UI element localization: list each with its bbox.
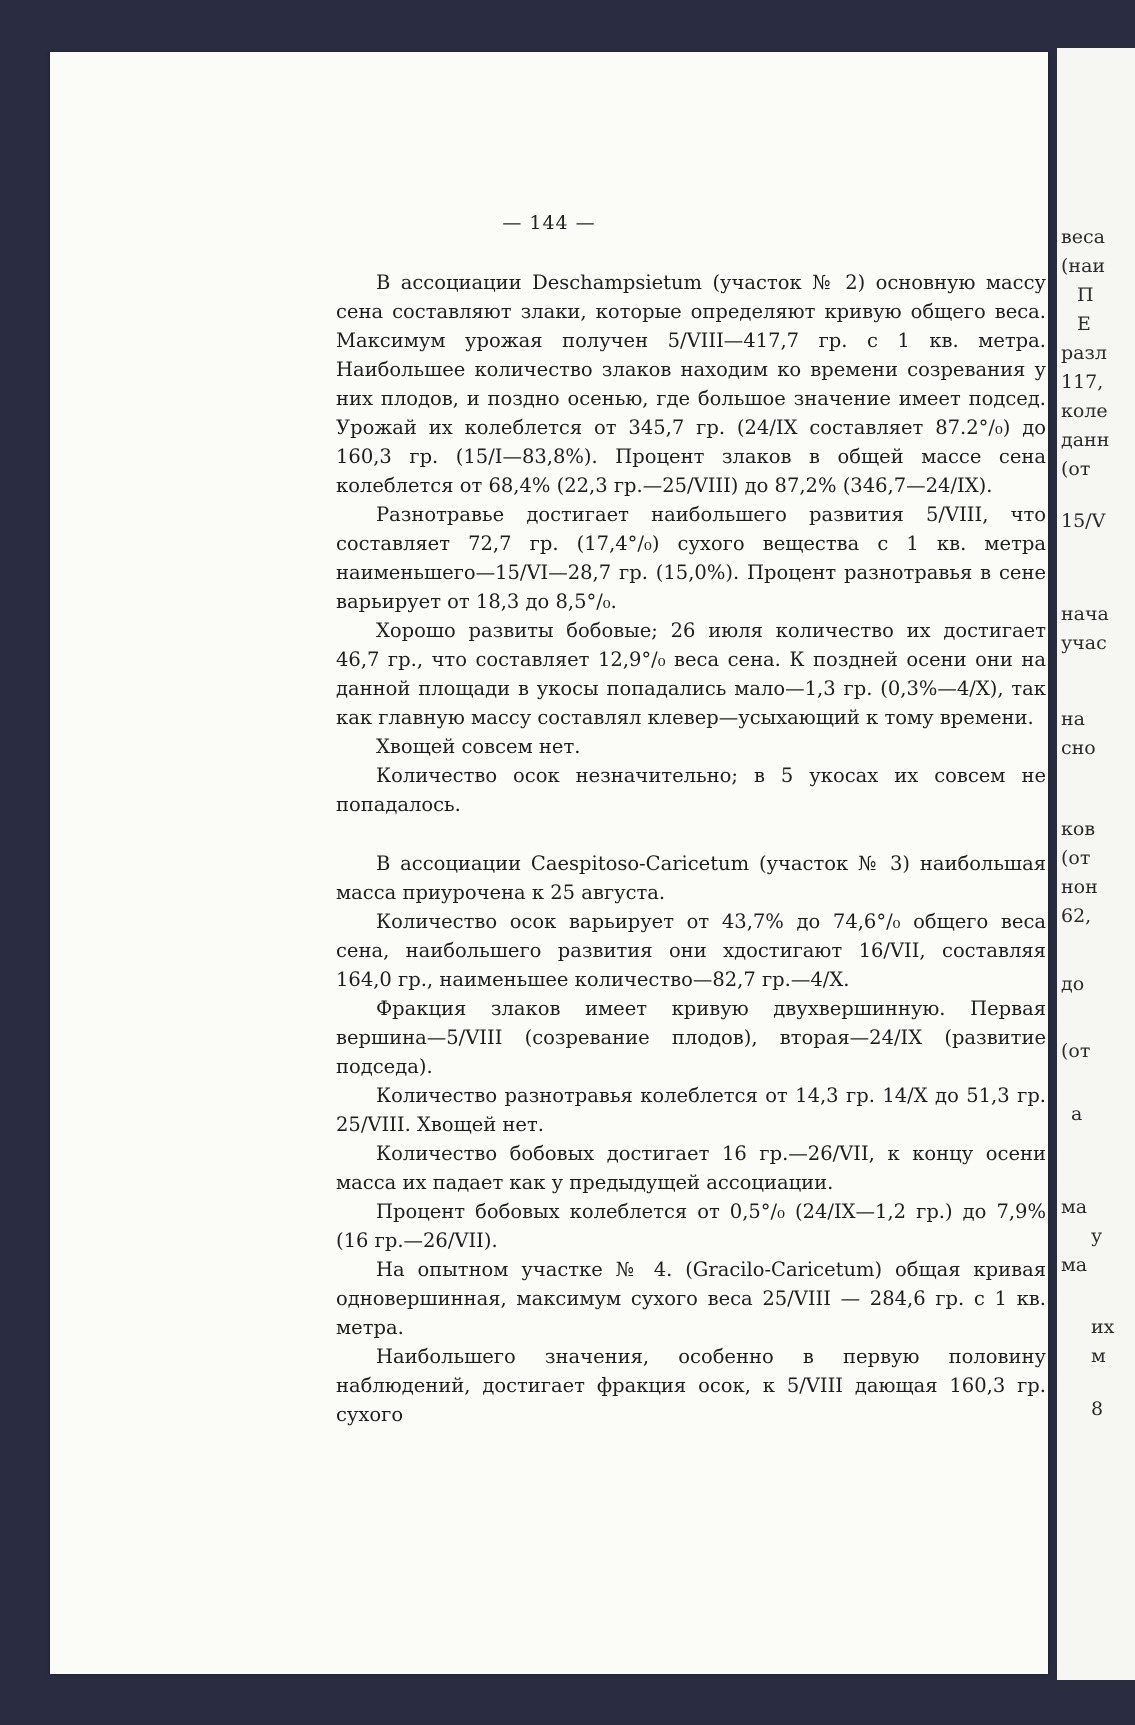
paragraph-khvoshchi: Хвощей совсем нет. (376, 735, 581, 758)
fragment: коле (1061, 400, 1108, 422)
fragment: 62, (1061, 905, 1092, 927)
paragraph-bobovye-max: Количество бобовых достигает 16 гр.—26/VII, к концу осени масса их падает как у предыдущей ассоциации. (336, 1142, 1046, 1194)
fragment: ков (1061, 818, 1096, 840)
fragment: 8 (1091, 1398, 1104, 1420)
fragment: нача (1061, 603, 1109, 625)
body-text (336, 268, 1046, 1429)
fragment: 117, (1061, 371, 1104, 393)
fragment: на (1061, 708, 1085, 730)
fragment: м (1091, 1345, 1106, 1367)
paragraph-caespitoso-intro: В ассоциации Caespitoso-Caricetum (участок № 3) наибольшая масса приурочена к 25 августа. (336, 852, 1046, 904)
fragment: у (1091, 1225, 1103, 1247)
paragraph-raznotravye-range: Количество разнотравья колеблется от 14,3 гр. 14/X до 51,3 гр. 25/VIII. Хвощей нет. (336, 1084, 1046, 1136)
fragment: (наи (1061, 255, 1106, 277)
fragment: учас (1061, 632, 1107, 654)
fragment: ма (1061, 1254, 1088, 1276)
fragment: (от (1061, 847, 1091, 869)
fragment: 15/V (1061, 510, 1106, 532)
paragraph-deschampsietum-intro: В ассоциации Deschampsietum (участок № 2) основную массу сена составляют злаки, которые определяют кривую общего веса. Максимум урожая получен 5/VIII—417,7 гр. с 1 кв. метра. Наибольшее количество злаков находим ко времени созревания у них плодов, и поздно осенью, где большое значение имеет подсед. Урожай их колеблется от 345,7 гр. (24/IX составляет 87.2°/₀) до 160,3 гр. (15/I—83,8%). Процент злаков в общей массе сена колеблется от 68,4% (22,3 гр.—25/VIII) до 87,2% (346,7—24/IX). (336, 271, 1046, 497)
fragment: ма (1061, 1196, 1088, 1218)
fragment: их (1091, 1316, 1115, 1338)
fragment: (от (1061, 458, 1091, 480)
fragment: нон (1061, 876, 1098, 898)
fragment: а (1071, 1103, 1083, 1125)
fragment: П (1077, 284, 1094, 306)
paragraph-raznotravye: Разнотравье достигает наибольшего развития 5/VIII, что составляет 72,7 гр. (17,4°/₀) сухого вещества с 1 кв. метра наименьшего—15/VI—28,7 гр. (15,0%). Процент разнотравья в сене варьирует от 18,3 до 8,5°/₀. (336, 503, 1046, 613)
fragment: сно (1061, 737, 1096, 759)
paragraph-osoki-fraction: Наибольшего значения, особенно в первую половину наблюдений, достигает фракция осок, к 5/VIII дающая 160,3 гр. сухого (336, 1345, 1046, 1426)
paragraph-gracilo-caricetum: На опытном участке № 4. (Gracilo-Caricetum) общая кривая одновершинная, максимум сухого веса 25/VIII — 284,6 гр. с 1 кв. метра. (336, 1258, 1046, 1339)
fragment: до (1061, 973, 1085, 995)
paragraph-bobovye-percent: Процент бобовых колеблется от 0,5°/₀ (24/IX—1,2 гр.) до 7,9% (16 гр.—26/VII). (336, 1200, 1046, 1252)
paragraph-osoki-variation: Количество осок варьирует от 43,7% до 74,6°/₀ общего веса сена, наибольшего развития они хдостигают 16/VII, составляя 164,0 гр., наименьшее количество—82,7 гр.—4/X. (336, 910, 1046, 991)
paragraph-osoki: Количество осок незначительно; в 5 укосах их совсем не попадалось. (336, 764, 1046, 816)
fragment: (от (1061, 1040, 1091, 1062)
adjacent-page-edge (1057, 48, 1135, 1680)
fragment: данн (1061, 429, 1110, 451)
paragraph-bobovye: Хорошо развиты бобовые; 26 июля количество их достигает 46,7 гр., что составляет 12,9°/₀ веса сена. К поздней осени они на данной площади в укосы попадались мало—1,3 гр. (0,3%—4/X), так как главную массу составлял клевер—усыхающий к тому времени. (336, 619, 1046, 729)
document-page (50, 52, 1048, 1674)
fragment: Е (1077, 313, 1091, 335)
fragment: веса (1061, 226, 1105, 248)
page-number: — 144 — (502, 212, 596, 234)
fragment: разл (1061, 342, 1107, 364)
paragraph-zlaki-curve: Фракция злаков имеет кривую двухвершинную. Первая вершина—5/VIII (созревание плодов), вторая—24/IX (развитие подседа). (336, 997, 1046, 1078)
